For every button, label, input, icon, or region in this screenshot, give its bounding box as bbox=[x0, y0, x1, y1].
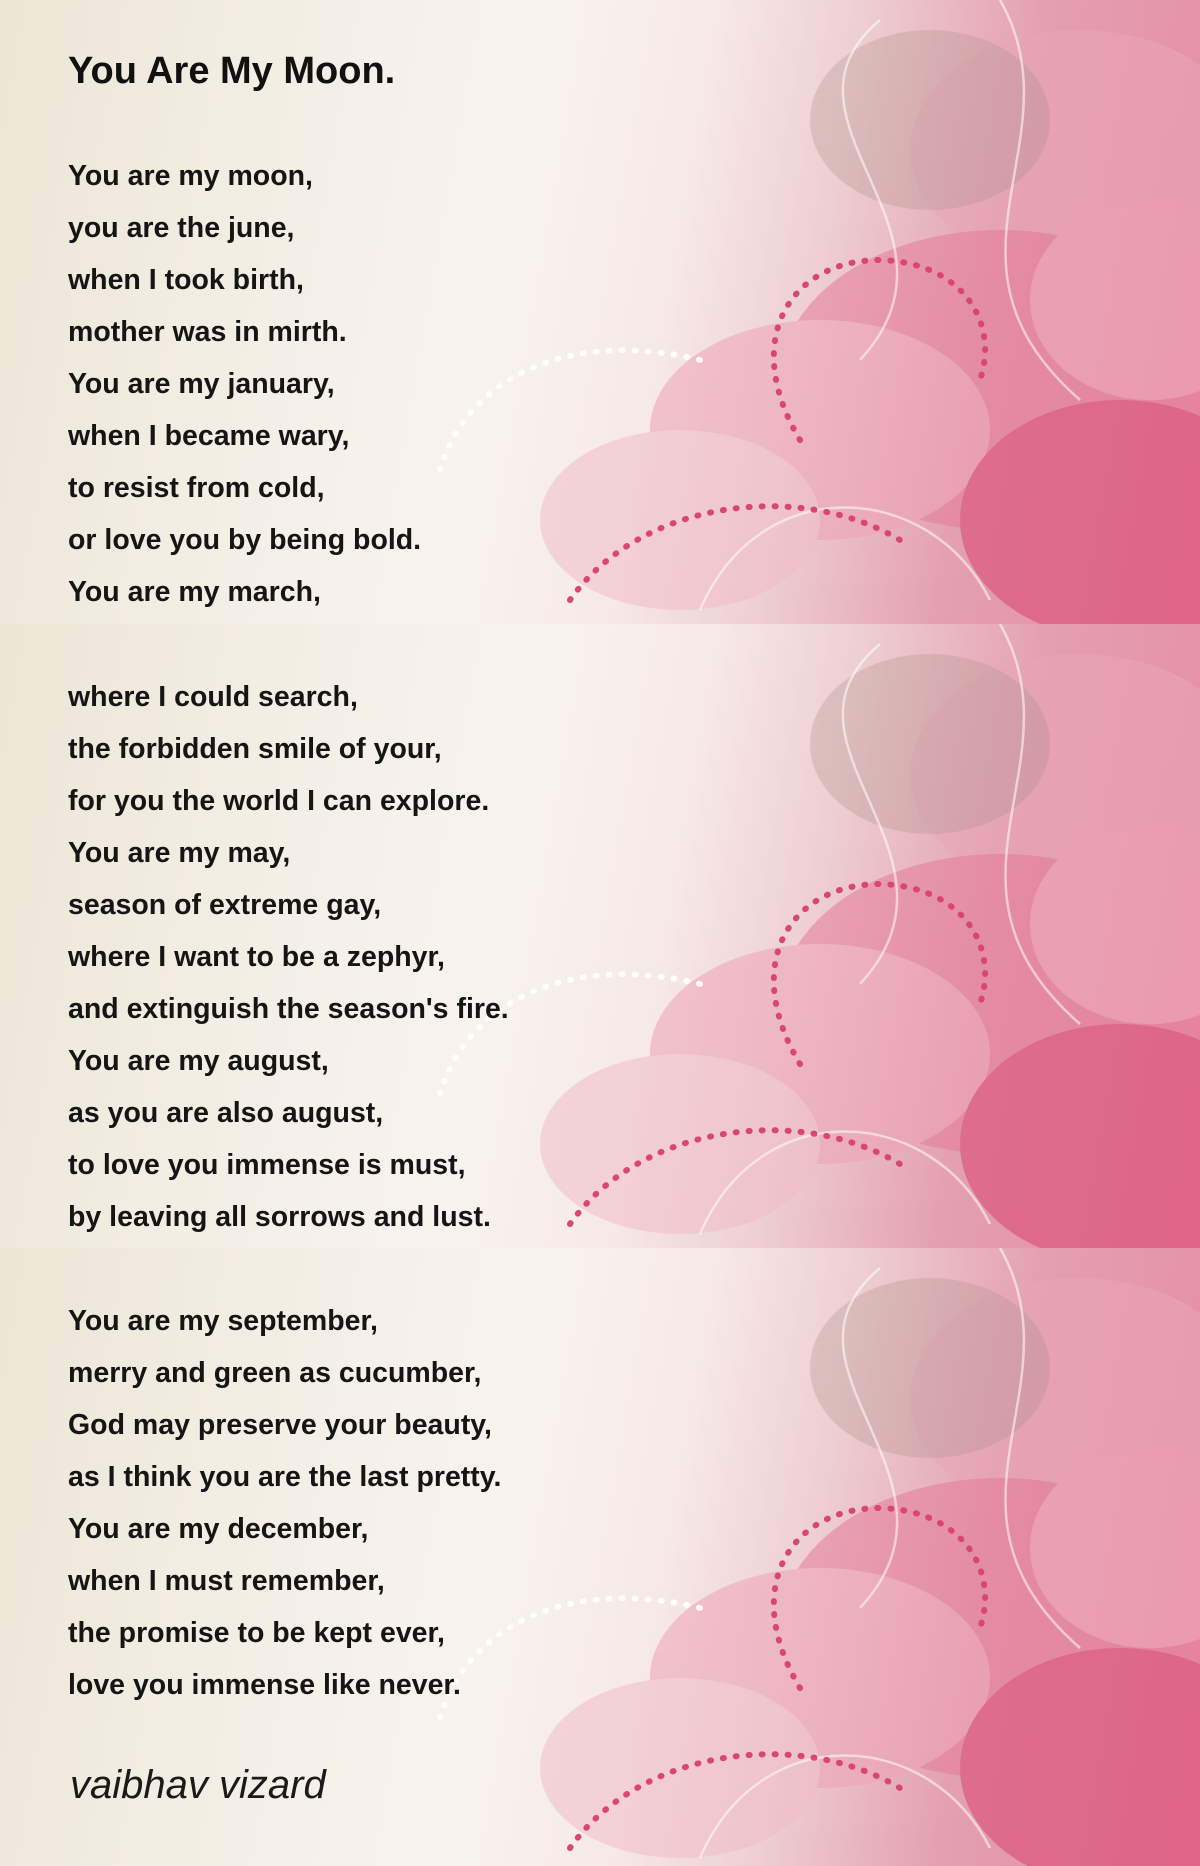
poem-line: You are my march, bbox=[68, 576, 321, 608]
poem-line: or love you by being bold. bbox=[68, 524, 422, 556]
poem-line: You are my moon, bbox=[68, 160, 313, 192]
poem-line: when I must remember, bbox=[68, 1565, 385, 1597]
poem-line: you are the june, bbox=[68, 212, 295, 244]
poem-line: love you immense like never. bbox=[68, 1669, 461, 1701]
poem-line: to resist from cold, bbox=[68, 472, 325, 504]
poem-line: You are my september, bbox=[68, 1305, 378, 1337]
stanza bbox=[68, 671, 509, 1243]
poem-line: as I think you are the last pretty. bbox=[68, 1461, 502, 1493]
poem-author: vaibhav vizard bbox=[70, 1763, 326, 1807]
poem-line: You are my december, bbox=[68, 1513, 369, 1545]
poem-line: where I want to be a zephyr, bbox=[68, 941, 445, 973]
poem-line: You are my august, bbox=[68, 1045, 329, 1077]
poem-line: when I took birth, bbox=[68, 264, 304, 296]
poem-line: God may preserve your beauty, bbox=[68, 1409, 492, 1441]
poem-line: the promise to be kept ever, bbox=[68, 1617, 445, 1649]
poem-line: merry and green as cucumber, bbox=[68, 1357, 482, 1389]
poem-line: You are my may, bbox=[68, 837, 291, 869]
poem-line: where I could search, bbox=[68, 681, 358, 713]
poem-line: to love you immense is must, bbox=[68, 1149, 466, 1181]
poem-line: mother was in mirth. bbox=[68, 316, 347, 348]
stanza bbox=[68, 150, 421, 618]
poem-line: as you are also august, bbox=[68, 1097, 384, 1129]
poem-line: for you the world I can explore. bbox=[68, 785, 490, 817]
poem-line: You are my january, bbox=[68, 368, 335, 400]
poem-line: and extinguish the season's fire. bbox=[68, 993, 509, 1025]
poem-line: season of extreme gay, bbox=[68, 889, 382, 921]
poem-line: by leaving all sorrows and lust. bbox=[68, 1201, 491, 1233]
poem-line: when I became wary, bbox=[68, 420, 350, 452]
poem-line: the forbidden smile of your, bbox=[68, 733, 442, 765]
poem-title: You Are My Moon. bbox=[68, 50, 396, 92]
stanza bbox=[68, 1295, 501, 1711]
